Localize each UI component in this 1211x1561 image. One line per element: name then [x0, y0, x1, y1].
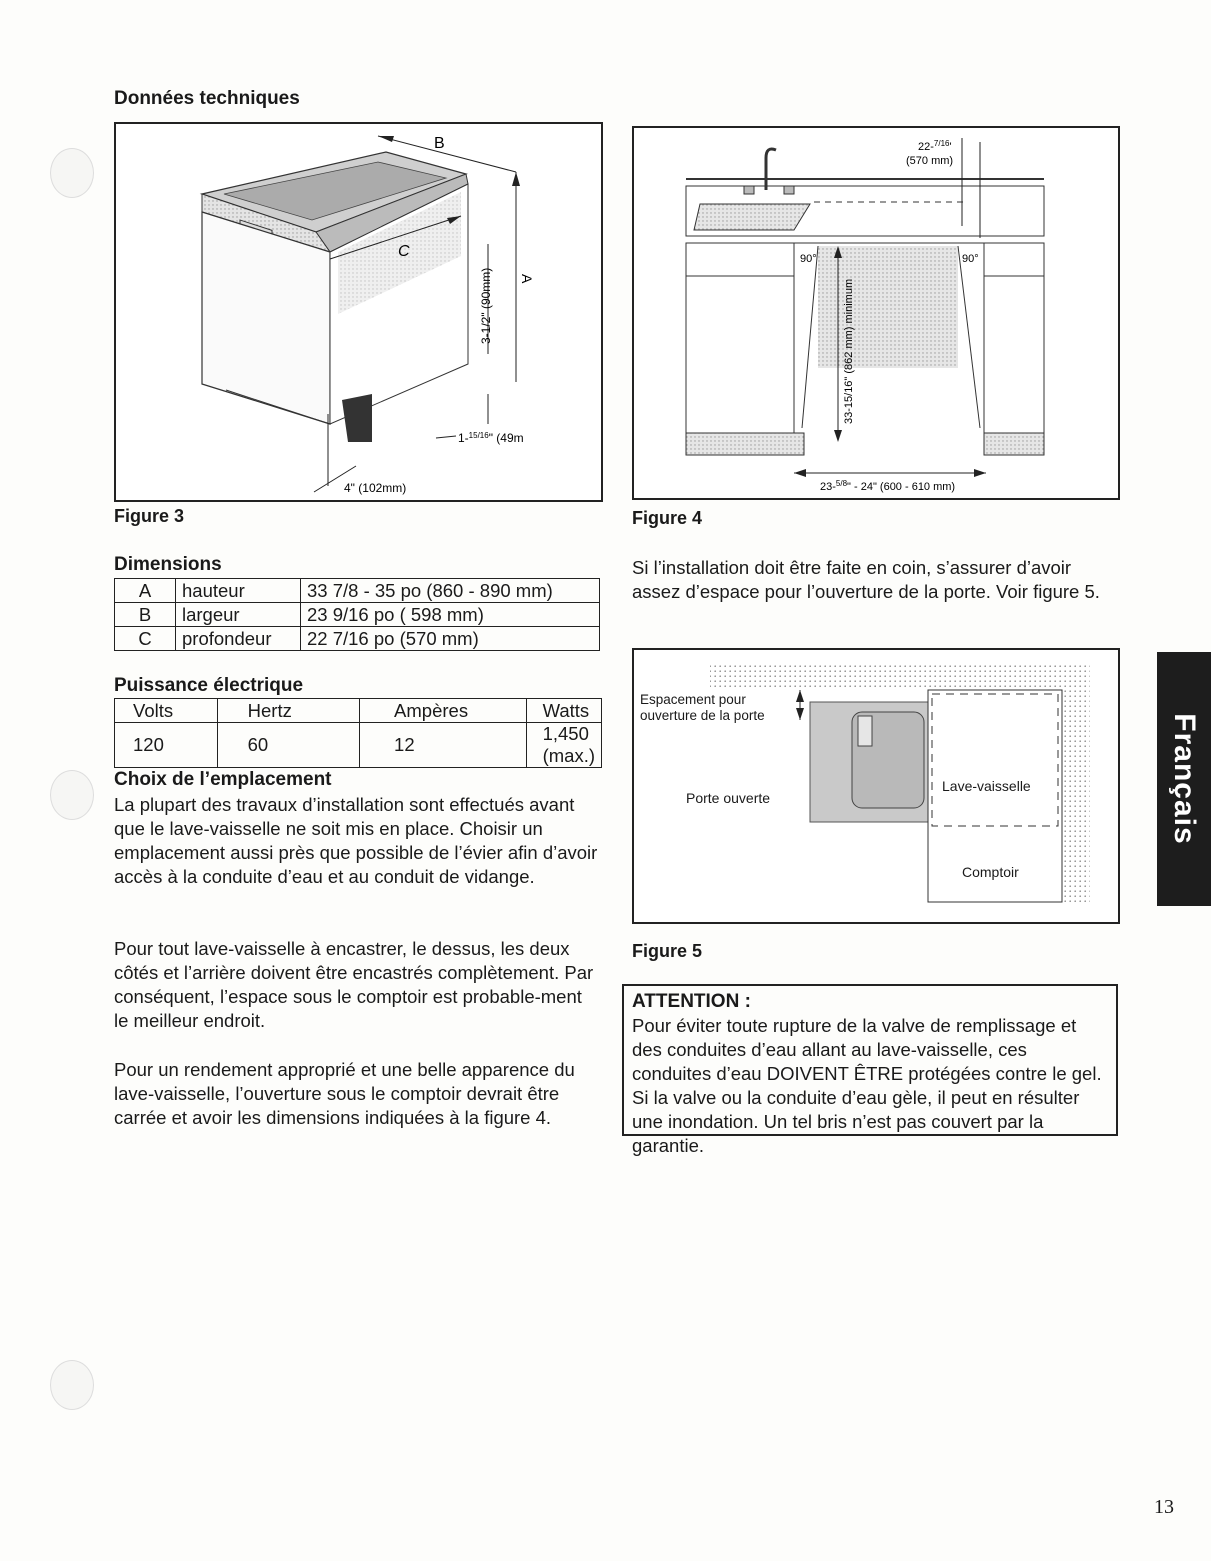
section-title: Données techniques	[114, 88, 300, 109]
dim-bottom: 4" (102mm)	[344, 481, 407, 495]
dishwasher-drawing	[116, 124, 601, 500]
figure-3	[114, 122, 603, 502]
depth-label: 22-$^{7/16}$'	[918, 138, 952, 153]
label-c: C	[398, 243, 410, 260]
counter-label: Comptoir	[962, 864, 1019, 880]
figure-5	[632, 648, 1120, 924]
angle-right: 90°	[962, 253, 979, 265]
table-row: A hauteur 33 7/8 - 35 po (860 - 890 mm)	[115, 579, 600, 603]
figure-4-caption: Figure 4	[632, 508, 703, 528]
location-paragraph-1: La plupart des travaux d’installation sont effectués avant que le lave-vaisselle ne soit mis en place. Choisir un emplacement aussi près que possible de l’évier afin d’avoir accès à la conduite d’eau et au conduit de vidange.	[114, 794, 598, 887]
dim-side: 1-$^{15/16}$" (49m	[458, 430, 524, 445]
label-a: A	[519, 274, 535, 284]
corner-layout-drawing	[634, 650, 1118, 922]
table-row: B largeur 23 9/16 po ( 598 mm)	[115, 603, 600, 627]
power-table	[114, 698, 602, 768]
dishwasher-label: Lave-vaisselle	[942, 778, 1031, 794]
table-row: C profondeur 22 7/16 po (570 mm)	[115, 627, 600, 651]
binder-hole	[50, 148, 94, 198]
cabinet-opening-drawing	[634, 128, 1118, 498]
label-b: B	[434, 135, 445, 152]
attention-title: ATTENTION :	[632, 991, 751, 1012]
angle-left: 90°	[800, 253, 817, 265]
figure-3-caption: Figure 3	[114, 506, 185, 526]
attention-text: Pour éviter toute rupture de la valve de remplissage et des conduites d’eau allant au lave-vaisselle, ces conduites d’eau DOIVENT ÊTRE protégées contre le gel. Si la valve ou la conduite d’eau gèle, il peut en résulter une inondation. Un tel bris n’est pas couvert par la garantie.	[632, 1015, 1102, 1156]
location-paragraph-3: Pour un rendement approprié et une belle apparence du lave-vaisselle, l’ouverture sous le comptoir devrait être carrée et avoir les dimensions indiquées à la figure 4.	[114, 1059, 575, 1128]
attention-box	[622, 984, 1118, 1156]
depth-mm: (570 mm)	[906, 155, 954, 167]
dimensions-title: Dimensions	[114, 554, 222, 575]
door-open-label: Porte ouverte	[686, 790, 771, 806]
dim-height: 3-1/2" (90mm)	[479, 267, 493, 344]
page-number: 13	[1154, 1496, 1174, 1518]
power-title: Puissance électrique	[114, 675, 304, 696]
dimensions-table	[114, 578, 600, 651]
location-title: Choix de l’emplacement	[114, 769, 332, 790]
location-paragraph-2: Pour tout lave-vaisselle à encastrer, le dessus, les deux côtés et l’arrière doivent être encastrés complètement. Par conséquent, l’espace sous le comptoir est probable-ment le meilleur endroit.	[114, 938, 594, 1031]
binder-hole	[50, 1360, 94, 1410]
spacing-label: Espacement pour ouverture de la porte	[640, 692, 765, 723]
height-label: 33-15/16" (862 mm) minimum	[843, 278, 855, 424]
binder-hole	[50, 770, 94, 820]
width-label: 23-$^{5/8}$" - 24" (600 - 610 mm)	[820, 478, 956, 493]
table-row: Volts Hertz Ampères Watts	[115, 699, 602, 723]
corner-paragraph: Si l’installation doit être faite en coin, s’assurer d’avoir assez d’espace pour l’ouverture de la porte. Voir figure 5.	[632, 557, 1100, 602]
figure-4	[632, 126, 1120, 500]
figure-5-caption: Figure 5	[632, 941, 703, 961]
table-row: 120 60 12 1,450 (max.)	[115, 723, 602, 768]
language-tab: Français	[1157, 652, 1211, 906]
